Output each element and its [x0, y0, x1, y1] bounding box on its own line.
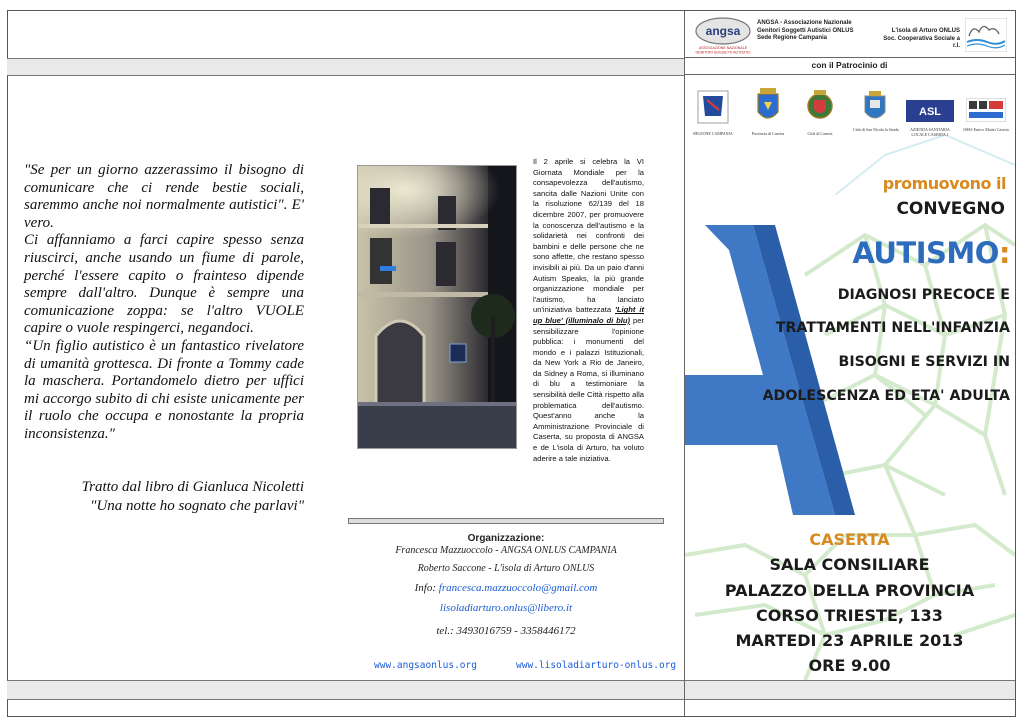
- organization-title: Organizzazione:: [467, 533, 545, 544]
- organizer-angsa: Francesca Mazzuoccolo - ANGSA ONLUS CAMPANIA: [395, 545, 617, 556]
- info-label: Info:: [414, 582, 439, 594]
- quote-paragraph-1: "Se per un giorno azzerassimo il bisogno di comunicare che ci rende bestie sociali, saremmo anche noi normalmente autistici". E' vero.: [24, 162, 304, 231]
- angsa-header-line-1: ANGSA - Associazione Nazionale: [757, 20, 852, 26]
- svg-text:ASL: ASL: [919, 106, 941, 118]
- angsa-logo: [693, 15, 753, 55]
- event-date: MARTEDI 23 APRILE 2013: [735, 631, 964, 650]
- provincia-caserta-caption: Provincia di Caserta: [751, 131, 785, 136]
- subtitle-line-3: BISOGNI E SERVIZI IN: [838, 354, 1010, 370]
- citta-caserta-logo: [806, 88, 834, 124]
- provincia-caserta-logo: [754, 88, 782, 126]
- website-arturo-link[interactable]: www.lisoladiarturo-onlus.org: [516, 660, 677, 671]
- isiss-mattei-caption: ISISS Enrico Mattei Caserta: [963, 127, 1009, 132]
- top-divider-bar: [7, 58, 684, 76]
- subtitle-line-2: TRATTAMENTI NELL'INFANZIA: [775, 320, 1010, 336]
- article-text-part-a: Il 2 aprile si celebra la VI Giornata Mondiale per la consapevolezza dell'autismo, sancita dalle Nazioni Unite con la risoluzione 62/139 del 18 dicembre 2007, per promuovere la conoscenza dell'autismo e la solidarietà nei confronti dei bambini e delle persone che ne sono affette, che restano spesso invisibili ai più. Da un paio d'anni Autism Speaks, la più grande organizzazione mondiale per l'autismo, ha lanciato un'iniziativa battezzata: [533, 157, 644, 315]
- isiss-mattei-logo: [966, 98, 1006, 122]
- san-nicola-caption: Città di San Nicola la Strada: [853, 127, 899, 132]
- info-line: [350, 582, 662, 594]
- arturo-header-line-1: L'isola di Arturo ONLUS: [891, 28, 960, 34]
- citta-caserta-caption: Città di Caserta: [807, 131, 833, 136]
- arturo-header-text: [880, 28, 960, 51]
- angsa-header-text: [757, 20, 853, 43]
- asl-caserta-caption: AZIENDA SANITARIA LOCALE CASERTA 1: [910, 127, 950, 137]
- angsa-logo-sub2: GENITORI SOGGETTI AUTISTICI: [695, 50, 751, 55]
- event-time: ORE 9.00: [808, 656, 891, 675]
- light-it-up-blue-highlight: 'Light it up blue' (illuminalo di blu): [533, 305, 645, 325]
- event-room: SALA CONSILIARE: [769, 555, 930, 574]
- palazzo-illustration: [358, 166, 516, 448]
- right-header-line: [684, 57, 1015, 58]
- quote-paragraph-3: “Un figlio autistico è un fantastico rivelatore di umanità grottesca. Di fronte a Tommy cade la maschera. Portandomelo dietro per uffici mi accorgo subito di chi esiste unicamente per il ruolo che occupa e nonostante la propria inconsistenza.": [24, 337, 304, 442]
- event-title: [852, 236, 1010, 270]
- event-address: CORSO TRIESTE, 133: [756, 606, 943, 625]
- article-text: [533, 157, 644, 464]
- promuovono-label: promuovono il: [882, 174, 1006, 193]
- quote-paragraph-2: Ci affanniamo a farci capire spesso senza riuscirci, anche usando un fiume di parole, perché l'essere capito o frainteso dipende sempre dall'altro. Dunque è sempre una comunicazione zoppa: se l'altro VUOLE capire o vuole respingerci, negandoci.: [24, 232, 304, 337]
- angsa-logo-text: angsa: [705, 24, 741, 38]
- organization-block: [350, 533, 662, 673]
- regione-campania-caption: REGIONE CAMPANIA: [693, 131, 733, 136]
- email-francesca-link[interactable]: francesca.mazzuoccolo@gmail.com: [438, 582, 598, 594]
- organizer-arturo: Roberto Saccone - L'isola di Arturo ONLUS: [417, 563, 595, 574]
- angsa-header-line-2: Genitori Soggetti Autistici ONLUS: [757, 27, 854, 34]
- bottom-divider-bar: [7, 680, 1015, 700]
- event-city: CASERTA: [809, 530, 890, 549]
- website-angsa-link[interactable]: www.angsaonlus.org: [374, 660, 477, 671]
- source-title: "Una notte ho sognato che parlavi": [90, 498, 304, 514]
- quote-source: [24, 478, 304, 516]
- source-author: Tratto dal libro di Gianluca Nicoletti: [81, 479, 304, 495]
- organization-rule: [348, 518, 664, 524]
- patrocinio-label: con il Patrocinio di: [811, 60, 888, 70]
- autismo-colon: :: [998, 236, 1010, 270]
- angsa-logo-sub1: ASSOCIAZIONE NAZIONALE: [698, 46, 748, 50]
- email-arturo-link[interactable]: lisoladiarturo.onlus@libero.it: [439, 602, 573, 614]
- event-building: PALAZZO DELLA PROVINCIA: [724, 581, 975, 600]
- subtitle-line-1: DIAGNOSI PRECOCE E: [837, 287, 1010, 303]
- san-nicola-logo: [862, 90, 888, 124]
- palazzo-photo: [357, 165, 517, 449]
- arturo-header-line-2: Soc. Cooperativa Sociale a r.l.: [883, 35, 960, 49]
- phone-numbers: tel.: 3493016759 - 3358446172: [436, 625, 576, 637]
- convegno-label: CONVEGNO: [896, 199, 1005, 219]
- book-quote: [24, 162, 304, 444]
- article-text-part-b: per sensibilizzare l'opinione pubblica: i monumenti del mondo e i palazzi Istituzionali, da New York a Rio de Janeiro, da Sidney a Roma, si illuminano di blu a testimoniare la sensibilità delle Città rispetto alla problematica dell'autismo. Quest'anno anche la Amministrazione Provinciale di Caserta, su proposta di ANGSA e de L'isola di Arturo, ha voluto aderire a tale iniziativa.: [533, 315, 644, 463]
- autismo-title: AUTISMO: [852, 236, 999, 270]
- subtitle-line-4: ADOLESCENZA ED ETA' ADULTA: [762, 388, 1010, 404]
- asl-caserta-logo: [906, 100, 954, 122]
- regione-campania-logo: [697, 90, 729, 124]
- angsa-header-line-3: Sede Regione Campania: [757, 35, 828, 41]
- isola-di-arturo-logo: [965, 18, 1007, 52]
